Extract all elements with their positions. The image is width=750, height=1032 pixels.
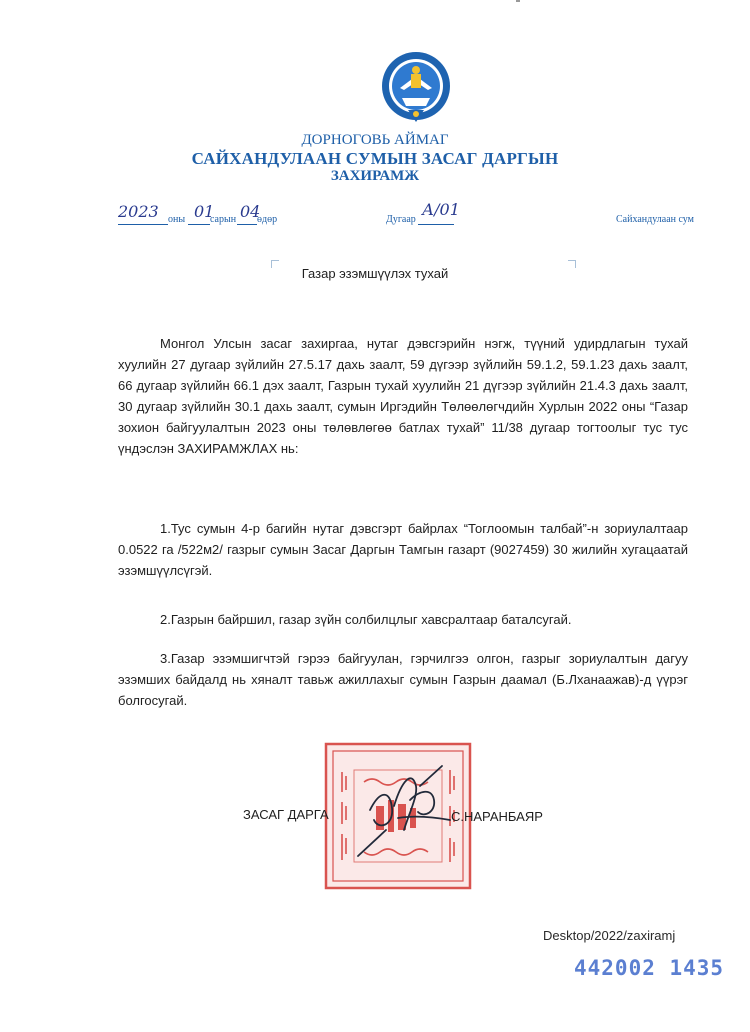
paragraph-item-3: 3.Газар эзэмшигчтэй гэрээ байгуулан, гэрчилгээ олгон, газрыг зориулалтын дагуу эзэмших байдалд нь хяналт тавьж ажиллахыг сумын Газрын даамал (Б.Лханаажав)-д үүрэг болгосугай. — [118, 651, 688, 708]
date-year: 2023 — [118, 202, 159, 221]
document-serial-number: 442002 1435 — [574, 956, 725, 980]
day-underline — [237, 224, 257, 225]
year-label: оны — [168, 214, 186, 225]
date-month: 01 — [194, 202, 215, 221]
month-underline — [188, 224, 210, 225]
number-underline — [418, 224, 454, 225]
date-day: 04 — [240, 202, 261, 221]
month-label: сарын — [210, 214, 237, 225]
subject-title: Газар эзэмшүүлэх тухай — [301, 266, 449, 281]
governor-office-name: САЙХАНДУЛААН СУМЫН ЗАСАГ ДАРГЫН — [191, 149, 559, 168]
signatory-title: ЗАСАГ ДАРГА — [243, 807, 329, 822]
place-name: Сайхандулаан сум — [616, 214, 694, 225]
aimag-name: ДОРНОГОВЬ АЙМАГ — [301, 132, 449, 148]
file-path: Desktop/2022/zaxiramj — [543, 928, 676, 943]
year-underline — [118, 224, 168, 225]
paragraph-basis: Монгол Улсын засаг захиргаа, нутаг дэвсгэрийн нэгж, түүний удирдлагын тухай хуулийн 27 дугаар зүйлийн 27.5.17 дахь заалт, 59 дүгээр зүйлийн 59.1.2, 59.1.23 дахь заалт, 66 дугаар зүйлийн 66.1 дэх заалт, Газрын тухай хуулийн 21 дүгээр зүйлийн 21.4.3 дахь заалт, 30 дугаар зүйлийн 30.1 дахь заалт, сумын Иргэдийн Төлөөлөгчдийн Хурлын 2022 оны “Газар зохион байгуулалтын 2023 оны төлөвлөгөө батлах тухай” 11/38 дугаар тогтоолыг тус тус үндэслэн ЗАХИРАМЖЛАХ нь: — [118, 336, 688, 456]
paragraph-item-2: 2.Газрын байршил, газар зүйн солбилцлыг хавсралтаар баталсугай. — [160, 612, 572, 627]
day-label: өдөр — [257, 214, 278, 225]
document-type: ЗАХИРАМЖ — [330, 168, 420, 184]
number-label: Дугаар — [386, 214, 416, 225]
order-number: А/01 — [422, 200, 460, 219]
scan-mark — [516, 0, 520, 2]
handwritten-signature — [350, 760, 460, 860]
dateline — [0, 200, 750, 230]
signatory-name: С.НАРАНБАЯР — [451, 809, 543, 824]
paragraph-item-1: 1.Тус сумын 4-р багийн нутаг дэвсгэрт байрлах “Тоглоомын талбай”-н зориулалтаар 0.0522 га /522м2/ газрыг сумын Засаг Даргын Тамгын газарт (9027459) 30 жилийн хугацаатай эзэмшүүлсүгэй. — [118, 521, 688, 578]
state-emblem-icon — [378, 48, 454, 128]
